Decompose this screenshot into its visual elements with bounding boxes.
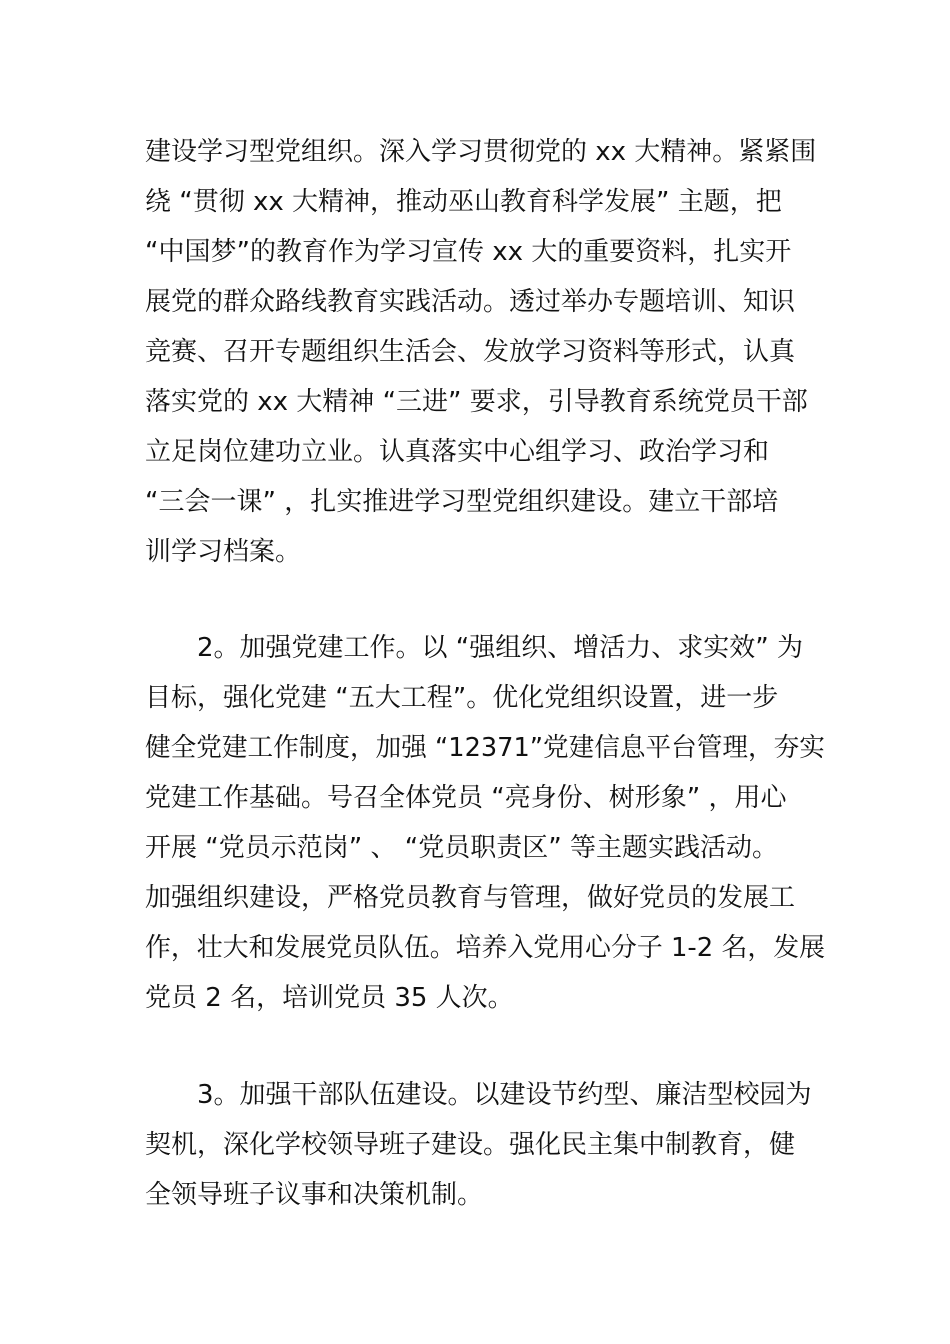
paragraph-line: 竞赛、召开专题组织生活会、发放学习资料等形式，认真 [145, 337, 796, 367]
paragraph-line: 党员 2 名，培训党员 35 人次。 [145, 983, 514, 1013]
paragraph-line: 2。加强党建工作。以 “强组织、增活力、求实效” 为 [197, 633, 804, 663]
paragraph-line: “中国梦”的教育作为学习宣传 xx 大的重要资料，扎实开 [145, 237, 792, 267]
paragraph-line: 建设学习型党组织。深入学习贯彻党的 xx 大精神。紧紧围 [145, 137, 817, 167]
paragraph-line: 立足岗位建功立业。认真落实中心组学习、政治学习和 [145, 437, 770, 467]
paragraph-line: 训学习档案。 [145, 537, 302, 567]
paragraph-line: 绕 “贯彻 xx 大精神，推动巫山教育科学发展” 主题，把 [145, 187, 782, 217]
paragraph-line: 全领导班子议事和决策机制。 [145, 1180, 484, 1210]
paragraph-line: 落实党的 xx 大精神 “三进” 要求，引导教育系统党员干部 [145, 387, 808, 417]
paragraph-line: 作，壮大和发展党员队伍。培养入党用心分子 1-2 名，发展 [145, 933, 825, 963]
paragraph-line: 加强组织建设，严格党员教育与管理，做好党员的发展工 [145, 883, 796, 913]
paragraph-line: 目标，强化党建 “五大工程”。优化党组织设置，进一步 [145, 683, 779, 713]
paragraph-line: 3。加强干部队伍建设。以建设节约型、廉洁型校园为 [197, 1080, 812, 1110]
paragraph-line: “三会一课” ，扎实推进学习型党组织建设。建立干部培 [145, 487, 779, 517]
paragraph-line: 契机，深化学校领导班子建设。强化民主集中制教育，健 [145, 1130, 796, 1160]
paragraph-line: 开展 “党员示范岗” 、 “党员职责区” 等主题实践活动。 [145, 833, 778, 863]
paragraph-line: 党建工作基础。号召全体党员 “亮身份、树形象” ，用心 [145, 783, 787, 813]
paragraph-line: 展党的群众路线教育实践活动。透过举办专题培训、知识 [145, 287, 796, 317]
paragraph-line: 健全党建工作制度，加强 “12371”党建信息平台管理，夯实 [145, 733, 825, 763]
